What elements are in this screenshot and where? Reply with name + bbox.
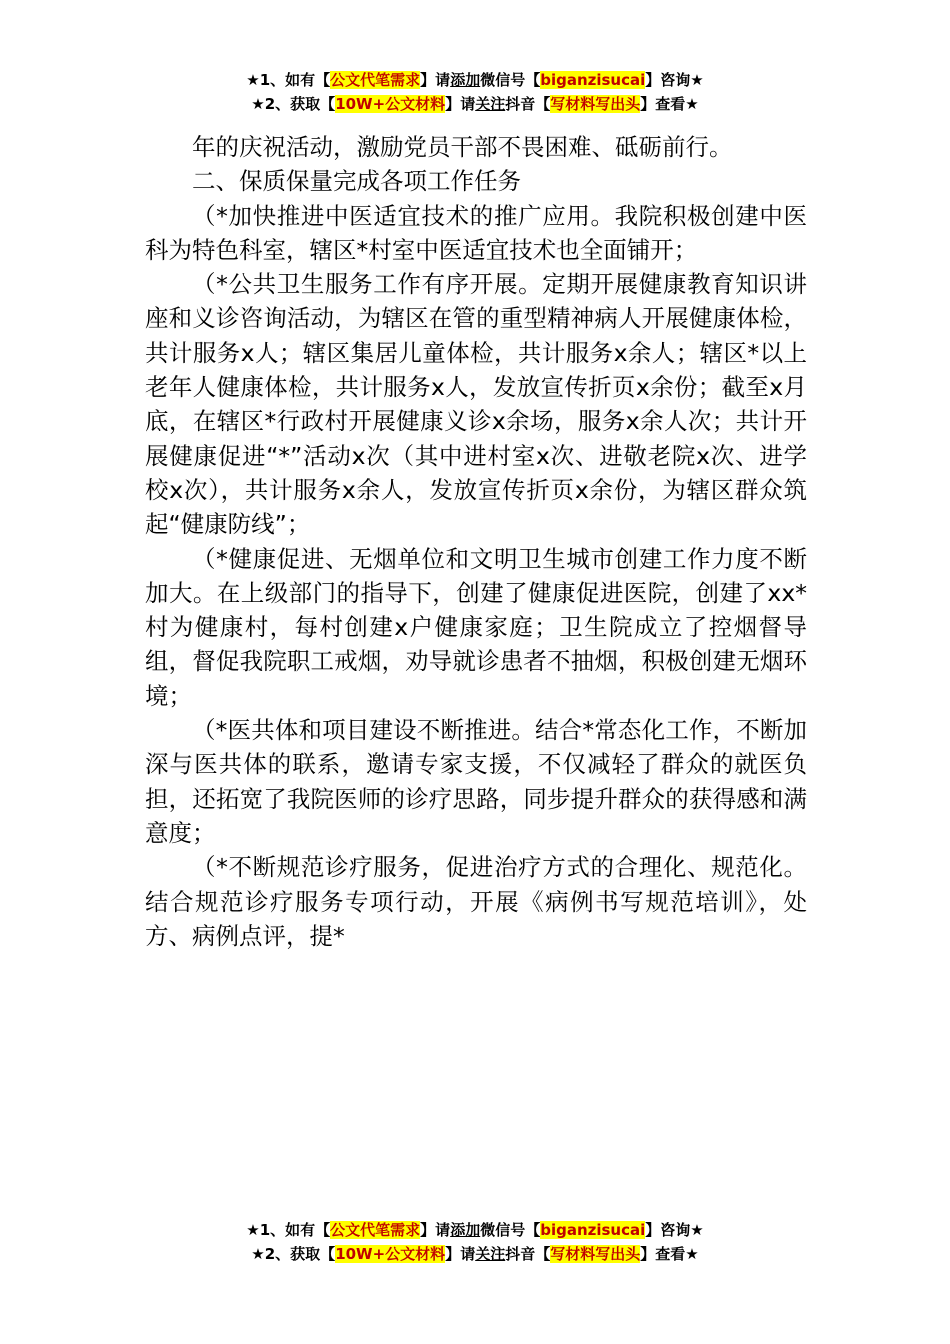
footer-banner bbox=[0, 1218, 950, 1266]
banner-line-1-prefix: ★1、如有【 bbox=[246, 71, 331, 89]
paragraph-health-promotion: （*健康促进、无烟单位和文明卫生城市创建工作力度不断加大。在上级部门的指导下，创建了健康促进医院，创建了xx*村为健康村，每村创建x户健康家庭；卫生院成立了控烟督导组，督促我院职工戒烟，劝导就诊患者不抽烟，积极创建无烟环境； bbox=[145, 544, 807, 710]
document-body bbox=[145, 130, 807, 953]
footer-line-2-mid1: 】请 bbox=[445, 1245, 476, 1263]
footer-line-1-mid1: 】请 bbox=[420, 1221, 451, 1239]
footer-line-2-mid2: 抖音【 bbox=[505, 1245, 551, 1263]
paragraph-continuation: 年的庆祝活动，激励党员干部不畏困难、砥砺前行。 bbox=[192, 133, 733, 161]
banner-line-1-highlight-wechat: biganzisucai bbox=[540, 71, 646, 89]
footer-line-2-suffix: 】查看★ bbox=[640, 1245, 699, 1263]
footer-line-1-highlight-wechat: biganzisucai bbox=[540, 1221, 646, 1239]
banner-line-2-highlight-materials: 10W+公文材料 bbox=[335, 95, 446, 113]
footer-line-1-prefix: ★1、如有【 bbox=[246, 1221, 331, 1239]
footer-line-2-highlight-materials: 10W+公文材料 bbox=[335, 1245, 446, 1263]
footer-line-2 bbox=[0, 1242, 950, 1266]
paragraph-tcm: （*加快推进中医适宜技术的推广应用。我院积极创建中医科为特色科室，辖区*村室中医适宜技术也全面铺开； bbox=[145, 201, 807, 264]
paragraph-public-health: （*公共卫生服务工作有序开展。定期开展健康教育知识讲座和义诊咨询活动，为辖区在管的重型精神病人开展健康体检，共计服务x人；辖区集居儿童体检，共计服务x余人；辖区*以上老年人健康体检，共计服务x人，发放宣传折页x余份；截至x月底，在辖区*行政村开展健康义诊x余场，服务x余人次；共计开展健康促进“*”活动x次（其中进村室x次、进敬老院x次、进学校x次），共计服务x余人，发放宣传折页x余份，为辖区群众筑起“健康防线”； bbox=[145, 270, 807, 539]
header-banner bbox=[0, 68, 950, 116]
banner-line-1-suffix: 】咨询★ bbox=[645, 71, 704, 89]
footer-line-2-prefix: ★2、获取【 bbox=[251, 1245, 336, 1263]
banner-line-2-prefix: ★2、获取【 bbox=[251, 95, 336, 113]
footer-line-2-highlight-douyin: 写材料写出头 bbox=[550, 1245, 641, 1263]
banner-line-2 bbox=[0, 92, 950, 116]
footer-line-1-underlined: 添加 bbox=[450, 1221, 481, 1239]
banner-line-2-mid1: 】请 bbox=[445, 95, 476, 113]
banner-line-1-mid1: 】请 bbox=[420, 71, 451, 89]
banner-line-1 bbox=[0, 68, 950, 92]
banner-line-2-suffix: 】查看★ bbox=[640, 95, 699, 113]
banner-line-1-mid2: 微信号【 bbox=[480, 71, 541, 89]
section-heading: 二、保质保量完成各项工作任务 bbox=[192, 167, 521, 196]
footer-line-2-underlined: 关注 bbox=[475, 1245, 506, 1263]
paragraph-medical-community: （*医共体和项目建设不断推进。结合*常态化工作，不断加深与医共体的联系，邀请专家支援，不仅减轻了群众的就医负担，还拓宽了我院医师的诊疗思路，同步提升群众的获得感和满意度； bbox=[145, 716, 807, 847]
banner-line-1-underlined: 添加 bbox=[450, 71, 481, 89]
footer-line-1 bbox=[0, 1218, 950, 1242]
banner-line-2-highlight-douyin: 写材料写出头 bbox=[550, 95, 641, 113]
banner-line-2-underlined: 关注 bbox=[475, 95, 506, 113]
footer-line-1-highlight-service: 公文代笔需求 bbox=[330, 1221, 421, 1239]
paragraph-diagnosis-standard: （*不断规范诊疗服务，促进治疗方式的合理化、规范化。结合规范诊疗服务专项行动，开展《病例书写规范培训》，处方、病例点评，提* bbox=[145, 853, 807, 950]
footer-line-1-mid2: 微信号【 bbox=[480, 1221, 541, 1239]
footer-line-1-suffix: 】咨询★ bbox=[645, 1221, 704, 1239]
banner-line-2-mid2: 抖音【 bbox=[505, 95, 551, 113]
banner-line-1-highlight-service: 公文代笔需求 bbox=[330, 71, 421, 89]
